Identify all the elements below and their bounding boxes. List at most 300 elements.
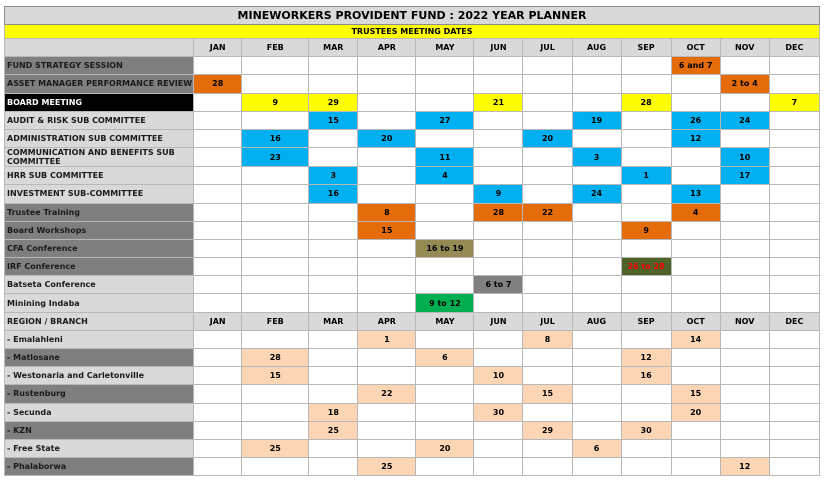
event-date-cell: 15 <box>309 111 358 129</box>
empty-cell <box>720 93 769 111</box>
empty-cell <box>309 367 358 385</box>
empty-cell <box>242 458 309 476</box>
empty-cell <box>769 330 819 348</box>
trustee-event-row <box>5 75 820 93</box>
month-header-jul: JUL <box>523 312 572 330</box>
empty-cell <box>769 221 819 239</box>
empty-cell <box>309 276 358 294</box>
region-branch-row <box>5 367 820 385</box>
empty-cell <box>621 403 671 421</box>
empty-cell <box>671 421 720 439</box>
trustee-event-row <box>5 57 820 75</box>
month-header-jan: JAN <box>194 39 242 57</box>
trustee-event-row <box>5 239 820 257</box>
empty-cell <box>769 258 819 276</box>
event-date-cell: 1 <box>621 167 671 185</box>
empty-cell <box>621 111 671 129</box>
event-date-cell: 16 to 19 <box>416 239 474 257</box>
event-date-cell: 20 <box>671 403 720 421</box>
empty-cell <box>358 57 416 75</box>
empty-cell <box>769 421 819 439</box>
event-date-cell: 12 <box>621 349 671 367</box>
event-date-cell: 20 <box>358 129 416 147</box>
region-branch-row <box>5 330 820 348</box>
event-date-cell: 30 <box>474 403 523 421</box>
empty-cell <box>416 276 474 294</box>
header-blank-cell <box>5 39 194 57</box>
empty-cell <box>309 75 358 93</box>
event-date-cell: 28 <box>621 93 671 111</box>
month-header-nov: NOV <box>720 39 769 57</box>
region-branch-row <box>5 403 820 421</box>
empty-cell <box>720 294 769 312</box>
empty-cell <box>358 421 416 439</box>
empty-cell <box>358 258 416 276</box>
empty-cell <box>720 221 769 239</box>
empty-cell <box>309 203 358 221</box>
empty-cell <box>523 239 572 257</box>
event-date-cell: 22 <box>523 203 572 221</box>
trustee-event-row <box>5 258 820 276</box>
month-header-aug: AUG <box>572 39 621 57</box>
trustee-event-row <box>5 185 820 203</box>
event-date-cell: 15 <box>671 385 720 403</box>
region-branch-row <box>5 349 820 367</box>
empty-cell <box>474 330 523 348</box>
empty-cell <box>474 148 523 167</box>
empty-cell <box>309 294 358 312</box>
event-date-cell: 26 to 28 <box>621 258 671 276</box>
empty-cell <box>671 294 720 312</box>
empty-cell <box>720 439 769 457</box>
event-date-cell: 22 <box>358 385 416 403</box>
empty-cell <box>720 330 769 348</box>
empty-cell <box>572 239 621 257</box>
month-header-mar: MAR <box>309 39 358 57</box>
event-date-cell: 15 <box>358 221 416 239</box>
empty-cell <box>523 439 572 457</box>
month-header-nov: NOV <box>720 312 769 330</box>
empty-cell <box>474 294 523 312</box>
empty-cell <box>621 129 671 147</box>
empty-cell <box>523 185 572 203</box>
event-date-cell: 15 <box>242 367 309 385</box>
empty-cell <box>474 167 523 185</box>
empty-cell <box>523 93 572 111</box>
empty-cell <box>194 167 242 185</box>
event-date-cell: 30 <box>621 421 671 439</box>
empty-cell <box>671 239 720 257</box>
trustee-event-row-label: AUDIT & RISK SUB COMMITTEE <box>5 111 194 129</box>
event-date-cell: 8 <box>358 203 416 221</box>
empty-cell <box>523 458 572 476</box>
empty-cell <box>769 276 819 294</box>
event-date-cell: 14 <box>671 330 720 348</box>
trustee-event-row-label: CFA Conference <box>5 239 194 257</box>
empty-cell <box>358 75 416 93</box>
empty-cell <box>720 57 769 75</box>
empty-cell <box>194 129 242 147</box>
empty-cell <box>671 458 720 476</box>
empty-cell <box>769 129 819 147</box>
empty-cell <box>416 458 474 476</box>
empty-cell <box>194 148 242 167</box>
event-date-cell: 9 <box>474 185 523 203</box>
empty-cell <box>416 93 474 111</box>
empty-cell <box>671 93 720 111</box>
empty-cell <box>474 258 523 276</box>
month-header-row <box>5 312 820 330</box>
empty-cell <box>572 93 621 111</box>
empty-cell <box>769 439 819 457</box>
empty-cell <box>194 93 242 111</box>
empty-cell <box>242 57 309 75</box>
empty-cell <box>242 203 309 221</box>
empty-cell <box>358 403 416 421</box>
event-date-cell: 25 <box>309 421 358 439</box>
event-date-cell: 24 <box>572 185 621 203</box>
trustee-event-row-label: Batseta Conference <box>5 276 194 294</box>
empty-cell <box>194 330 242 348</box>
empty-cell <box>523 258 572 276</box>
empty-cell <box>416 129 474 147</box>
empty-cell <box>621 148 671 167</box>
empty-cell <box>358 349 416 367</box>
empty-cell <box>194 239 242 257</box>
empty-cell <box>523 111 572 129</box>
empty-cell <box>474 221 523 239</box>
event-date-cell: 11 <box>416 148 474 167</box>
empty-cell <box>416 421 474 439</box>
empty-cell <box>769 75 819 93</box>
event-date-cell: 16 <box>309 185 358 203</box>
empty-cell <box>242 421 309 439</box>
empty-cell <box>309 330 358 348</box>
empty-cell <box>671 276 720 294</box>
empty-cell <box>769 57 819 75</box>
month-header-sep: SEP <box>621 39 671 57</box>
trustee-event-row <box>5 93 820 111</box>
event-date-cell: 7 <box>769 93 819 111</box>
empty-cell <box>242 258 309 276</box>
empty-cell <box>474 349 523 367</box>
event-date-cell: 16 <box>621 367 671 385</box>
empty-cell <box>242 185 309 203</box>
empty-cell <box>194 385 242 403</box>
event-date-cell: 12 <box>671 129 720 147</box>
month-header-feb: FEB <box>242 312 309 330</box>
empty-cell <box>523 57 572 75</box>
empty-cell <box>720 203 769 221</box>
empty-cell <box>572 458 621 476</box>
event-date-cell: 1 <box>358 330 416 348</box>
empty-cell <box>572 403 621 421</box>
trustee-event-row-label: BOARD MEETING <box>5 93 194 111</box>
empty-cell <box>242 330 309 348</box>
event-date-cell: 6 to 7 <box>474 276 523 294</box>
event-date-cell: 10 <box>474 367 523 385</box>
empty-cell <box>309 239 358 257</box>
empty-cell <box>474 458 523 476</box>
empty-cell <box>474 239 523 257</box>
trustee-event-row-label: ADMINISTRATION SUB COMMITTEE <box>5 129 194 147</box>
empty-cell <box>769 294 819 312</box>
empty-cell <box>416 185 474 203</box>
empty-cell <box>769 239 819 257</box>
empty-cell <box>523 148 572 167</box>
year-planner-table <box>4 6 820 476</box>
trustee-event-row-label: INVESTMENT SUB-COMMITTEE <box>5 185 194 203</box>
region-branch-row <box>5 385 820 403</box>
empty-cell <box>572 258 621 276</box>
empty-cell <box>242 221 309 239</box>
empty-cell <box>309 221 358 239</box>
empty-cell <box>416 75 474 93</box>
trustee-event-row <box>5 167 820 185</box>
event-date-cell: 15 <box>523 385 572 403</box>
empty-cell <box>194 276 242 294</box>
empty-cell <box>523 276 572 294</box>
region-branch-row-label: - Phalaborwa <box>5 458 194 476</box>
empty-cell <box>671 148 720 167</box>
empty-cell <box>474 75 523 93</box>
empty-cell <box>572 203 621 221</box>
empty-cell <box>671 167 720 185</box>
event-date-cell: 28 <box>242 349 309 367</box>
empty-cell <box>194 258 242 276</box>
planner-title: MINEWORKERS PROVIDENT FUND : 2022 YEAR PLANNER <box>5 7 820 25</box>
month-header-apr: APR <box>358 312 416 330</box>
empty-cell <box>416 403 474 421</box>
region-branch-row-label: - Rustenburg <box>5 385 194 403</box>
empty-cell <box>572 276 621 294</box>
event-date-cell: 4 <box>416 167 474 185</box>
empty-cell <box>769 185 819 203</box>
trustee-event-row-label: Trustee Training <box>5 203 194 221</box>
month-header-oct: OCT <box>671 39 720 57</box>
trustee-event-row-label: HRR SUB COMMITTEE <box>5 167 194 185</box>
empty-cell <box>572 221 621 239</box>
region-branch-row-label: - Matlosane <box>5 349 194 367</box>
region-branch-row-label: - KZN <box>5 421 194 439</box>
region-branch-row <box>5 439 820 457</box>
empty-cell <box>671 75 720 93</box>
month-header-oct: OCT <box>671 312 720 330</box>
empty-cell <box>309 148 358 167</box>
empty-cell <box>621 75 671 93</box>
event-date-cell: 17 <box>720 167 769 185</box>
month-header-may: MAY <box>416 39 474 57</box>
trustee-event-row <box>5 129 820 147</box>
empty-cell <box>358 276 416 294</box>
event-date-cell: 10 <box>720 148 769 167</box>
empty-cell <box>242 294 309 312</box>
event-date-cell: 3 <box>572 148 621 167</box>
empty-cell <box>720 349 769 367</box>
empty-cell <box>621 439 671 457</box>
event-date-cell: 20 <box>416 439 474 457</box>
empty-cell <box>309 385 358 403</box>
empty-cell <box>523 167 572 185</box>
empty-cell <box>572 330 621 348</box>
empty-cell <box>194 403 242 421</box>
empty-cell <box>474 421 523 439</box>
event-date-cell: 13 <box>671 185 720 203</box>
empty-cell <box>309 129 358 147</box>
empty-cell <box>358 294 416 312</box>
empty-cell <box>572 75 621 93</box>
empty-cell <box>769 203 819 221</box>
empty-cell <box>194 367 242 385</box>
event-date-cell: 9 <box>621 221 671 239</box>
trustee-event-row <box>5 148 820 167</box>
empty-cell <box>572 129 621 147</box>
month-header-dec: DEC <box>769 312 819 330</box>
empty-cell <box>194 349 242 367</box>
event-date-cell: 29 <box>523 421 572 439</box>
event-date-cell: 4 <box>671 203 720 221</box>
event-date-cell: 25 <box>358 458 416 476</box>
event-date-cell: 8 <box>523 330 572 348</box>
empty-cell <box>523 294 572 312</box>
month-header-apr: APR <box>358 39 416 57</box>
empty-cell <box>309 439 358 457</box>
month-header-aug: AUG <box>572 312 621 330</box>
empty-cell <box>769 403 819 421</box>
event-date-cell: 26 <box>671 111 720 129</box>
month-header-jun: JUN <box>474 312 523 330</box>
empty-cell <box>769 167 819 185</box>
empty-cell <box>621 276 671 294</box>
empty-cell <box>769 349 819 367</box>
empty-cell <box>769 385 819 403</box>
empty-cell <box>358 439 416 457</box>
empty-cell <box>720 258 769 276</box>
empty-cell <box>474 57 523 75</box>
month-header-jun: JUN <box>474 39 523 57</box>
event-date-cell: 25 <box>242 439 309 457</box>
empty-cell <box>572 167 621 185</box>
event-date-cell: 19 <box>572 111 621 129</box>
region-branch-row <box>5 421 820 439</box>
empty-cell <box>720 239 769 257</box>
empty-cell <box>474 129 523 147</box>
empty-cell <box>621 185 671 203</box>
empty-cell <box>309 258 358 276</box>
empty-cell <box>621 294 671 312</box>
event-date-cell: 28 <box>194 75 242 93</box>
trustee-event-row-label: ASSET MANAGER PERFORMANCE REVIEW <box>5 75 194 93</box>
event-date-cell: 2 to 4 <box>720 75 769 93</box>
region-branch-row-label: - Westonaria and Carletonville <box>5 367 194 385</box>
empty-cell <box>194 439 242 457</box>
empty-cell <box>769 111 819 129</box>
region-branch-row <box>5 458 820 476</box>
empty-cell <box>769 367 819 385</box>
event-date-cell: 6 <box>572 439 621 457</box>
event-date-cell: 20 <box>523 129 572 147</box>
empty-cell <box>572 385 621 403</box>
empty-cell <box>242 276 309 294</box>
trustee-event-row-label: IRF Conference <box>5 258 194 276</box>
empty-cell <box>358 93 416 111</box>
empty-cell <box>769 458 819 476</box>
empty-cell <box>671 221 720 239</box>
empty-cell <box>416 203 474 221</box>
month-header-may: MAY <box>416 312 474 330</box>
empty-cell <box>474 385 523 403</box>
trustee-event-row <box>5 203 820 221</box>
month-header-feb: FEB <box>242 39 309 57</box>
empty-cell <box>309 349 358 367</box>
empty-cell <box>720 276 769 294</box>
empty-cell <box>194 294 242 312</box>
empty-cell <box>621 239 671 257</box>
trustee-event-row <box>5 294 820 312</box>
event-date-cell: 6 and 7 <box>671 57 720 75</box>
empty-cell <box>416 258 474 276</box>
month-header-sep: SEP <box>621 312 671 330</box>
empty-cell <box>720 421 769 439</box>
empty-cell <box>523 349 572 367</box>
empty-cell <box>720 367 769 385</box>
empty-cell <box>523 75 572 93</box>
empty-cell <box>474 439 523 457</box>
trustee-event-row <box>5 221 820 239</box>
empty-cell <box>621 203 671 221</box>
empty-cell <box>309 458 358 476</box>
empty-cell <box>242 75 309 93</box>
empty-cell <box>621 458 671 476</box>
empty-cell <box>242 403 309 421</box>
empty-cell <box>474 111 523 129</box>
empty-cell <box>416 367 474 385</box>
empty-cell <box>194 185 242 203</box>
empty-cell <box>242 239 309 257</box>
event-date-cell: 27 <box>416 111 474 129</box>
empty-cell <box>358 367 416 385</box>
empty-cell <box>720 385 769 403</box>
trustee-event-row <box>5 276 820 294</box>
empty-cell <box>416 330 474 348</box>
trustee-event-row-label: FUND STRATEGY SESSION <box>5 57 194 75</box>
empty-cell <box>416 57 474 75</box>
empty-cell <box>671 367 720 385</box>
empty-cell <box>194 203 242 221</box>
empty-cell <box>194 57 242 75</box>
empty-cell <box>720 129 769 147</box>
event-date-cell: 29 <box>309 93 358 111</box>
empty-cell <box>523 221 572 239</box>
month-header-mar: MAR <box>309 312 358 330</box>
event-date-cell: 16 <box>242 129 309 147</box>
empty-cell <box>523 367 572 385</box>
region-branch-row-label: - Free State <box>5 439 194 457</box>
empty-cell <box>358 185 416 203</box>
event-date-cell: 9 to 12 <box>416 294 474 312</box>
empty-cell <box>572 421 621 439</box>
empty-cell <box>358 167 416 185</box>
empty-cell <box>309 57 358 75</box>
empty-cell <box>416 385 474 403</box>
empty-cell <box>671 258 720 276</box>
event-date-cell: 3 <box>309 167 358 185</box>
empty-cell <box>358 148 416 167</box>
empty-cell <box>242 111 309 129</box>
empty-cell <box>720 185 769 203</box>
empty-cell <box>720 403 769 421</box>
empty-cell <box>194 421 242 439</box>
